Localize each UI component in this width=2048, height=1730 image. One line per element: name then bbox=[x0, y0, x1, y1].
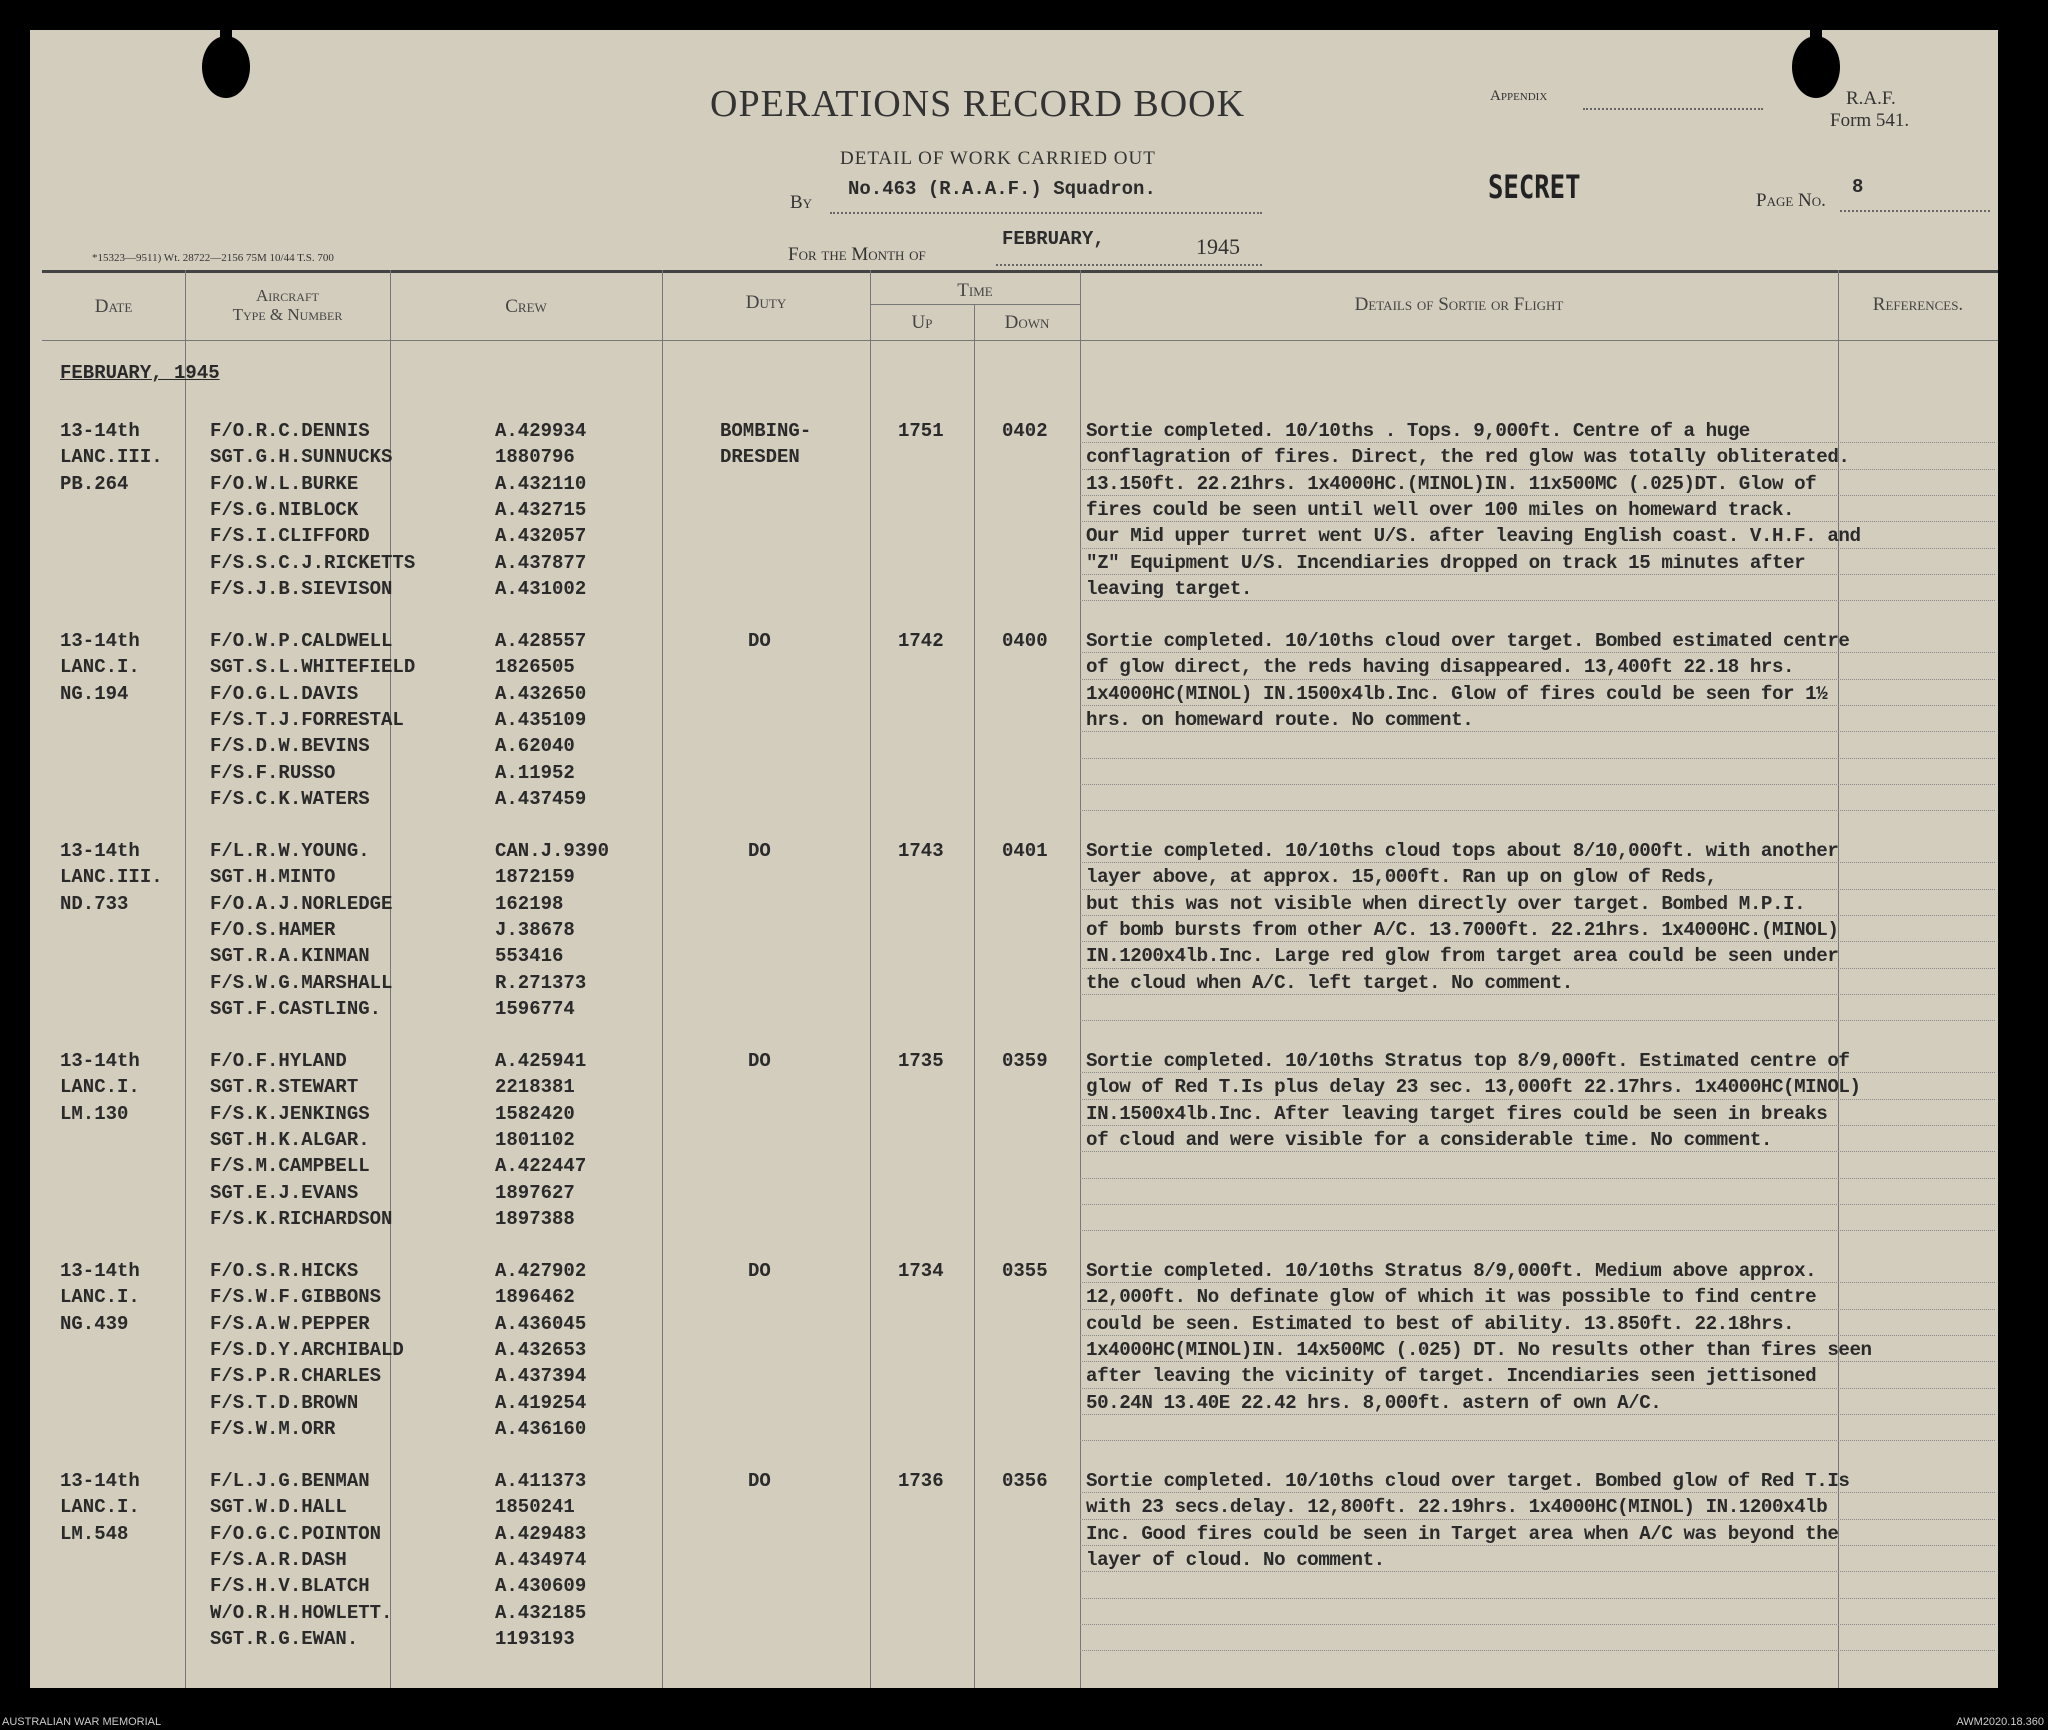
detail-line: 1x4000HC(MINOL)IN. 14x500MC (.025) DT. No results other than fires seen bbox=[1086, 1338, 1872, 1361]
col-time-down: Down bbox=[1004, 312, 1050, 333]
year-value: 1945 bbox=[1196, 234, 1240, 259]
aircraft-line: NG.439 bbox=[60, 1312, 129, 1335]
crew-number: R.271373 bbox=[495, 971, 587, 994]
time-up: 1751 bbox=[898, 420, 944, 442]
time-down: 0401 bbox=[1002, 840, 1048, 862]
aircraft-line: LANC.I. bbox=[60, 1496, 140, 1519]
crew-number: 553416 bbox=[495, 945, 564, 968]
detail-line: fires could be seen until well over 100 miles on homeward track. bbox=[1086, 498, 1795, 521]
print-reference: *15323—9511) Wt. 28722—2156 75M 10/44 T.S. 700 bbox=[92, 252, 334, 264]
detail-line: 50.24N 13.40E 22.42 hrs. 8,000ft. astern of own A/C. bbox=[1086, 1391, 1662, 1414]
crew-name: F/O.S.HAMER bbox=[210, 918, 336, 941]
col-date: Date bbox=[94, 296, 133, 317]
crew-number: 1897388 bbox=[495, 1207, 575, 1230]
detail-line: layer of cloud. No comment. bbox=[1086, 1548, 1385, 1571]
aircraft-line: LANC.I. bbox=[60, 656, 140, 679]
crew-number: A.430609 bbox=[495, 1575, 587, 1598]
crew-name: SGT.F.CASTLING. bbox=[210, 997, 382, 1020]
crew-number: A.62040 bbox=[495, 735, 575, 758]
crew-name: F/O.W.L.BURKE bbox=[210, 472, 359, 495]
detail-line: Sortie completed. 10/10ths Stratus top 8/9,000ft. Estimated centre of bbox=[1086, 1050, 1850, 1072]
aircraft-line: NG.194 bbox=[60, 682, 129, 705]
crew-name: F/S.K.RICHARDSON bbox=[210, 1207, 393, 1230]
aircraft-line: LANC.III. bbox=[60, 446, 163, 469]
detail-line: Sortie completed. 10/10ths cloud tops about 8/10,000ft. with another bbox=[1086, 840, 1839, 862]
crew-number: A.422447 bbox=[495, 1155, 587, 1178]
time-up: 1743 bbox=[898, 840, 944, 862]
form-raf-label: R.A.F. bbox=[1846, 88, 1896, 109]
crew-name: F/S.J.B.SIEVISON bbox=[210, 577, 393, 600]
crew-number: A.431002 bbox=[495, 577, 587, 600]
crew-name: F/S.A.R.DASH bbox=[210, 1548, 347, 1571]
duty-value: BOMBING- bbox=[720, 420, 812, 442]
crew-name: F/O.A.J.NORLEDGE bbox=[210, 892, 393, 915]
detail-line: the cloud when A/C. left target. No comment. bbox=[1086, 971, 1573, 994]
crew-number: 1801102 bbox=[495, 1128, 575, 1151]
col-time-up: Up bbox=[911, 312, 933, 333]
crew-name: F/S.M.CAMPBELL bbox=[210, 1155, 370, 1178]
crew-name: F/S.D.Y.ARCHIBALD bbox=[210, 1338, 404, 1361]
time-down: 0402 bbox=[1002, 420, 1048, 442]
crew-name: F/O.S.R.HICKS bbox=[210, 1260, 359, 1282]
detail-line: IN.1500x4lb.Inc. After leaving target fires could be seen in breaks bbox=[1086, 1102, 1828, 1125]
crew-number: A.432653 bbox=[495, 1338, 587, 1361]
crew-name: SGT.E.J.EVANS bbox=[210, 1181, 359, 1204]
aircraft-line: LM.130 bbox=[60, 1102, 129, 1125]
detail-line: "Z" Equipment U/S. Incendiaries dropped on track 15 minutes after bbox=[1086, 551, 1806, 574]
crew-name: F/S.W.G.MARSHALL bbox=[210, 971, 393, 994]
crew-number: A.11952 bbox=[495, 761, 575, 784]
crew-number: A.436160 bbox=[495, 1417, 587, 1440]
by-label: By bbox=[790, 192, 813, 213]
crew-name: SGT.R.G.EWAN. bbox=[210, 1627, 359, 1650]
form-title: OPERATIONS RECORD BOOK bbox=[710, 83, 1246, 125]
crew-number: A.419254 bbox=[495, 1391, 587, 1414]
detail-line: glow of Red T.Is plus delay 23 sec. 13,000ft 22.17hrs. 1x4000HC(MINOL) bbox=[1086, 1076, 1861, 1099]
aircraft-line: LANC.I. bbox=[60, 1286, 140, 1309]
page-number: 8 bbox=[1852, 176, 1864, 198]
col-time: Time bbox=[957, 280, 993, 301]
detail-line: of cloud and were visible for a considerable time. No comment. bbox=[1086, 1128, 1772, 1151]
crew-number: A.434974 bbox=[495, 1548, 587, 1571]
crew-number: 1880796 bbox=[495, 446, 575, 469]
crew-name: F/S.C.K.WATERS bbox=[210, 787, 370, 810]
crew-number: 2218381 bbox=[495, 1076, 575, 1099]
detail-line: Inc. Good fires could be seen in Target area when A/C was beyond the bbox=[1086, 1522, 1839, 1545]
detail-line: Our Mid upper turret went U/S. after leaving English coast. V.H.F. and bbox=[1086, 525, 1861, 548]
record-sheet bbox=[30, 30, 1998, 1688]
crew-name: F/S.S.C.J.RICKETTS bbox=[210, 551, 416, 574]
aircraft-line: LANC.III. bbox=[60, 866, 163, 889]
crew-number: A.425941 bbox=[495, 1050, 587, 1072]
page-label: Page No. bbox=[1756, 190, 1826, 211]
crew-number: A.432650 bbox=[495, 682, 587, 705]
crew-name: F/S.A.W.PEPPER bbox=[210, 1312, 370, 1335]
detail-line: with 23 secs.delay. 12,800ft. 22.19hrs. 1x4000HC(MINOL) IN.1200x4lb bbox=[1086, 1496, 1828, 1519]
col-duty: Duty bbox=[745, 292, 787, 313]
crew-name: SGT.H.K.ALGAR. bbox=[210, 1128, 370, 1151]
form-number-label: Form 541. bbox=[1830, 110, 1910, 131]
footer-source: AUSTRALIAN WAR MEMORIAL bbox=[2, 1716, 162, 1728]
col-crew: Crew bbox=[505, 296, 547, 317]
time-up: 1734 bbox=[898, 1260, 944, 1282]
punch-hole-left bbox=[202, 36, 250, 98]
subtitle: DETAIL OF WORK CARRIED OUT bbox=[840, 148, 1156, 169]
crew-name: F/S.T.D.BROWN bbox=[210, 1391, 359, 1414]
duty-value: DO bbox=[748, 630, 771, 652]
crew-name: F/S.K.JENKINGS bbox=[210, 1102, 370, 1125]
aircraft-line: ND.733 bbox=[60, 892, 129, 915]
detail-line: after leaving the vicinity of target. Incendiaries seen jettisoned bbox=[1086, 1365, 1817, 1388]
crew-number: CAN.J.9390 bbox=[495, 840, 610, 862]
crew-name: F/S.D.W.BEVINS bbox=[210, 735, 370, 758]
crew-number: A.437877 bbox=[495, 551, 587, 574]
crew-name: F/O.G.C.POINTON bbox=[210, 1522, 382, 1545]
section-heading: FEBRUARY, 1945 bbox=[60, 362, 220, 384]
crew-number: A.432057 bbox=[495, 525, 587, 548]
crew-number: 1896462 bbox=[495, 1286, 575, 1309]
squadron-value: No.463 (R.A.A.F.) Squadron. bbox=[848, 178, 1156, 200]
crew-number: 1826505 bbox=[495, 656, 575, 679]
time-up: 1736 bbox=[898, 1470, 944, 1492]
crew-name: F/O.R.C.DENNIS bbox=[210, 420, 370, 442]
crew-number: A.411373 bbox=[495, 1470, 587, 1492]
sortie-date: 13-14th bbox=[60, 1260, 140, 1282]
crew-name: F/S.T.J.FORRESTAL bbox=[210, 708, 404, 731]
crew-number: A.432715 bbox=[495, 498, 587, 521]
duty-value: DO bbox=[748, 1260, 771, 1282]
detail-line: IN.1200x4lb.Inc. Large red glow from target area could be seen under bbox=[1086, 945, 1839, 968]
crew-number: 1596774 bbox=[495, 997, 575, 1020]
aircraft-line: PB.264 bbox=[60, 472, 129, 495]
crew-number: 162198 bbox=[495, 892, 564, 915]
detail-line: of glow direct, the reds having disappeared. 13,400ft 22.18 hrs. bbox=[1086, 656, 1795, 679]
crew-name: F/S.H.V.BLATCH bbox=[210, 1575, 370, 1598]
aircraft-line: LANC.I. bbox=[60, 1076, 140, 1099]
crew-number: A.427902 bbox=[495, 1260, 587, 1282]
crew-name: SGT.S.L.WHITEFIELD bbox=[210, 656, 416, 679]
month-label: For the Month of bbox=[788, 244, 926, 265]
crew-number: A.437459 bbox=[495, 787, 587, 810]
crew-number: A.436045 bbox=[495, 1312, 587, 1335]
sortie-date: 13-14th bbox=[60, 630, 140, 652]
crew-name: F/O.W.P.CALDWELL bbox=[210, 630, 393, 652]
detail-line: Sortie completed. 10/10ths cloud over target. Bombed estimated centre bbox=[1086, 630, 1850, 652]
aircraft-line: LM.548 bbox=[60, 1522, 129, 1545]
crew-name: F/O.F.HYLAND bbox=[210, 1050, 347, 1072]
detail-line: Sortie completed. 10/10ths . Tops. 9,000ft. Centre of a huge bbox=[1086, 420, 1750, 442]
crew-number: A.429483 bbox=[495, 1522, 587, 1545]
crew-number: 1582420 bbox=[495, 1102, 575, 1125]
sortie-date: 13-14th bbox=[60, 1050, 140, 1072]
crew-number: 1897627 bbox=[495, 1181, 575, 1204]
crew-number: A.432110 bbox=[495, 472, 587, 495]
sortie-date: 13-14th bbox=[60, 420, 140, 442]
crew-number: A.428557 bbox=[495, 630, 587, 652]
detail-line: 1x4000HC(MINOL) IN.1500x4lb.Inc. Glow of fires could be seen for 1½ bbox=[1086, 682, 1828, 705]
detail-line: Sortie completed. 10/10ths Stratus 8/9,000ft. Medium above approx. bbox=[1086, 1260, 1817, 1282]
detail-line: but this was not visible when directly over target. Bombed M.P.I. bbox=[1086, 892, 1806, 915]
crew-name: W/O.R.H.HOWLETT. bbox=[210, 1601, 393, 1624]
col-details: Details of Sortie or Flight bbox=[1354, 294, 1564, 315]
detail-line: conflagration of fires. Direct, the red glow was totally obliterated. bbox=[1086, 446, 1850, 469]
crew-number: A.429934 bbox=[495, 420, 587, 442]
duty-value: DRESDEN bbox=[720, 446, 800, 469]
sortie-date: 13-14th bbox=[60, 840, 140, 862]
punch-hole-right bbox=[1792, 36, 1840, 98]
crew-number: A.432185 bbox=[495, 1601, 587, 1624]
crew-name: SGT.R.A.KINMAN bbox=[210, 945, 370, 968]
sortie-date: 13-14th bbox=[60, 1470, 140, 1492]
duty-value: DO bbox=[748, 1050, 771, 1072]
duty-value: DO bbox=[748, 840, 771, 862]
crew-name: F/S.W.M.ORR bbox=[210, 1417, 336, 1440]
appendix-label: Appendix bbox=[1490, 88, 1548, 104]
detail-line: hrs. on homeward route. No comment. bbox=[1086, 708, 1474, 731]
footer-reference: AWM2020.18.360 bbox=[1956, 1716, 2044, 1728]
crew-name: SGT.H.MINTO bbox=[210, 866, 336, 889]
crew-name: F/S.G.NIBLOCK bbox=[210, 498, 359, 521]
col-aircraft: Aircraft Type & Number bbox=[232, 286, 343, 324]
detail-line: 13.150ft. 22.21hrs. 1x4000HC.(MINOL)IN. 11x500MC (.025)DT. Glow of bbox=[1086, 472, 1817, 495]
time-down: 0359 bbox=[1002, 1050, 1048, 1072]
crew-number: J.38678 bbox=[495, 918, 575, 941]
detail-line: 12,000ft. No definate glow of which it was possible to find centre bbox=[1086, 1286, 1817, 1309]
crew-number: A.435109 bbox=[495, 708, 587, 731]
detail-line: of bomb bursts from other A/C. 13.7000ft. 22.21hrs. 1x4000HC.(MINOL) bbox=[1086, 918, 1839, 941]
time-up: 1742 bbox=[898, 630, 944, 652]
detail-line: could be seen. Estimated to best of ability. 13.850ft. 22.18hrs. bbox=[1086, 1312, 1795, 1335]
time-down: 0400 bbox=[1002, 630, 1048, 652]
detail-line: Sortie completed. 10/10ths cloud over target. Bombed glow of Red T.Is bbox=[1086, 1470, 1850, 1492]
crew-name: SGT.G.H.SUNNUCKS bbox=[210, 446, 393, 469]
time-down: 0356 bbox=[1002, 1470, 1048, 1492]
crew-number: 1850241 bbox=[495, 1496, 575, 1519]
crew-name: F/S.F.RUSSO bbox=[210, 761, 336, 784]
crew-number: 1193193 bbox=[495, 1627, 575, 1650]
crew-name: F/S.W.F.GIBBONS bbox=[210, 1286, 382, 1309]
crew-name: SGT.R.STEWART bbox=[210, 1076, 359, 1099]
time-down: 0355 bbox=[1002, 1260, 1048, 1282]
month-value: FEBRUARY, bbox=[1002, 228, 1105, 250]
crew-name: F/S.I.CLIFFORD bbox=[210, 525, 370, 548]
crew-name: F/O.G.L.DAVIS bbox=[210, 682, 359, 705]
crew-name: SGT.W.D.HALL bbox=[210, 1496, 347, 1519]
crew-number: A.437394 bbox=[495, 1365, 587, 1388]
crew-name: F/L.J.G.BENMAN bbox=[210, 1470, 370, 1492]
crew-name: F/S.P.R.CHARLES bbox=[210, 1365, 382, 1388]
crew-name: F/L.R.W.YOUNG. bbox=[210, 840, 370, 862]
secret-stamp: SECRET bbox=[1488, 168, 1581, 206]
col-references: References. bbox=[1872, 294, 1964, 315]
crew-number: 1872159 bbox=[495, 866, 575, 889]
detail-line: leaving target. bbox=[1086, 577, 1252, 600]
duty-value: DO bbox=[748, 1470, 771, 1492]
detail-line: layer above, at approx. 15,000ft. Ran up on glow of Reds, bbox=[1086, 866, 1717, 889]
time-up: 1735 bbox=[898, 1050, 944, 1072]
